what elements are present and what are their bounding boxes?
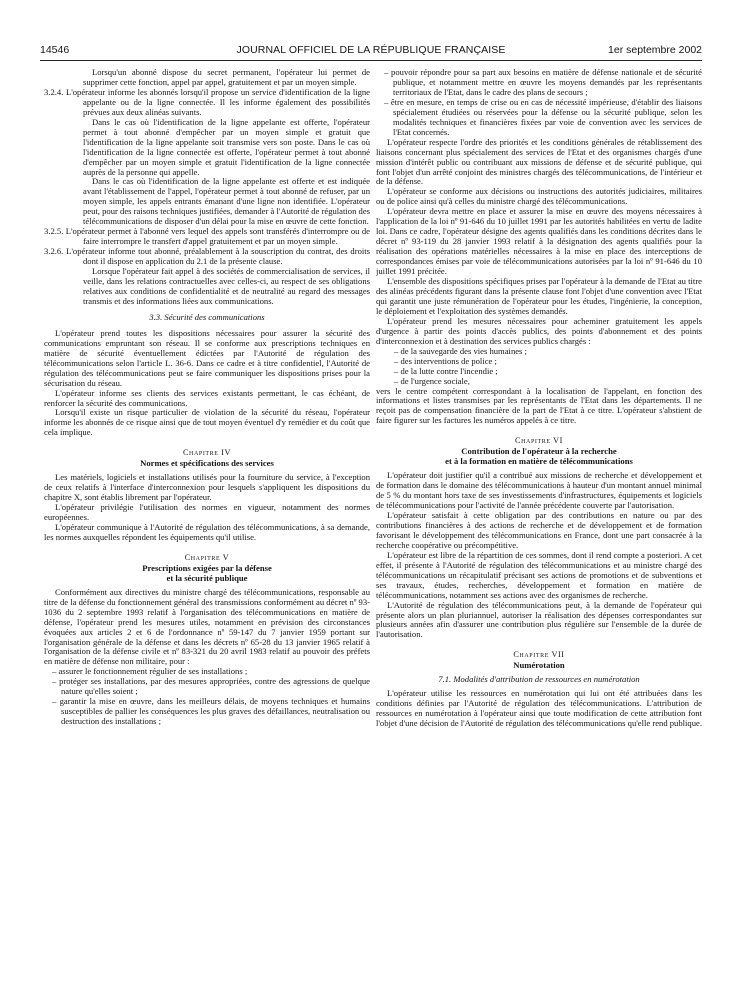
paragraph: L'opérateur utilise les ressources en numérotation qui lui ont été attribuées dans les conditions définies par l'Autorité de régulation des télécommunications. L'attribution de ressources en numérotation à l'opérateur ainsi que toute modification de cette attribution font l'objet d'une décision de l'Autorité de régulation des télécommunications qu'elle rend publique. xyxy=(376,688,702,729)
list-item: – de l'urgence sociale, xyxy=(394,375,470,386)
paragraph: L'opérateur est libre de la répartition de ces sommes, dont il rend compte a posteriori. A cet effet, il présente à l'Autorité de régulation des télécommunications et au ministre chargé des télécommunications un récapitulatif précisant ses actions de promotions et de subventions et ses travaux, études, recherches, développement et formation en matière de télécommunications, notamment ses actions avec des organismes de recherche. xyxy=(376,549,702,600)
paragraph: L'opérateur devra mettre en place et assurer la mise en œuvre des moyens nécessaires à l'application de la loi nº 91-646 du 10 juillet 1991 par les autorités habilitées en vertu de ladite loi. Dans ce cadre, l'opérateur désigne des agents qualifiés dans les conditions décrites dans le décret nº 93-119 du 28 janvier 1993 relatif à la désignation des agents qualifiés pour la réalisation des opérations matérielles nécessaires à la mise en place des interceptions de correspondances émises par voie de télécommunications autorisées par la loi nº 91-646 du 10 juillet 1991 précitée. xyxy=(376,206,702,277)
chapter-title: Contribution de l'opérateur à la recherche xyxy=(461,446,617,457)
list-item: – des interventions de police ; xyxy=(394,355,497,366)
paragraph: L'opérateur informe ses clients des services existants permettant, le cas échéant, de renforcer la sécurité des communications. xyxy=(44,387,370,408)
chapter-label: Chapitre IV xyxy=(182,448,232,458)
left-column xyxy=(44,68,370,984)
list-item: – garantir la mise en œuvre, dans les meilleurs délais, de moyens techniques et humains susceptibles de pallier les conséquences les plus graves des défaillances, neutralisation ou destruction des installations ; xyxy=(52,696,370,727)
section-heading-3-3: 3.3. Sécurité des communications xyxy=(149,311,265,322)
list-item: – pouvoir répondre pour sa part aux besoins en matière de défense nationale et de sécurité publique, et notamment mettre en œuvre les moyens demandés par les représentants territoriaux de l'Etat, dans le cadre des plans de secours ; xyxy=(384,68,702,97)
paragraph: L'ensemble des dispositions spécifiques prises par l'opérateur à la demande de l'Etat au titre des alinéas précédents figurant dans la présente clause font l'objet d'une convention avec l'Etat qui garantit une juste rémunération de l'opérateur pour les études, l'ingénierie, la conception, le déploiement et l'exploitation des systèmes demandés. xyxy=(376,276,702,316)
journal-title: JOURNAL OFFICIEL DE LA RÉPUBLIQUE FRANÇAISE xyxy=(236,44,506,56)
page-number: 14546 xyxy=(40,44,70,56)
paragraph: L'opérateur respecte l'ordre des priorités et les conditions générales de rétablissement des liaisons concernant plus spécialement des services de l'Etat et des organismes chargés d'une mission d'intérêt public ou contribuant aux missions de défense et de sécurité publique, qui font l'objet d'un arrêté conjoint des ministres chargés des télécommunications, de l'intérieur et de la défense. xyxy=(376,136,702,187)
publication-date: 1er septembre 2002 xyxy=(608,44,702,56)
right-column xyxy=(376,68,702,984)
paragraph: Lorsqu'un abonné dispose du secret permanent, l'opérateur lui permet de supprimer cette fonction, appel par appel, gratuitement et par un moyen simple. xyxy=(83,68,370,87)
list-item: – assurer le fonctionnement régulier de ses installations ; xyxy=(52,666,248,677)
section-heading-7-1: 7.1. Modalités d'attribution de ressources en numérotation xyxy=(438,674,640,685)
list-item: – être en mesure, en temps de crise ou en cas de nécessité impérieuse, d'établir des liaisons spécialement étudiées ou réservées pour la défense ou la sécurité publique, selon les modalités techniques et financières fixées par voie de convention avec les services de l'Etat concernés. xyxy=(384,96,702,137)
paragraph: Lorsqu'il existe un risque particulier de violation de la sécurité du réseau, l'opérateur informe les abonnés de ce risque ainsi que de tout moyen éventuel d'y remédier et du coût que cela implique. xyxy=(44,407,370,438)
paragraph: L'opérateur privilégie l'utilisation des normes en vigueur, notamment des normes européennes. xyxy=(44,502,370,523)
chapter-title: et à la formation en matière de télécommunications xyxy=(445,456,633,467)
list-item: – de la sauvegarde des vies humaines ; xyxy=(394,345,527,356)
list-item: – protéger ses installations, par des mesures appropriées, contre des agressions de quelque nature qu'elles soient ; xyxy=(52,676,370,697)
paragraph: Lorsque l'opérateur fait appel à des sociétés de commercialisation de services, il veille, dans les relations contractuelles avec celles-ci, au respect de ses obligations relatives aux conditions de confidentialité et de neutralité au regard des messages transmis et des informations liées aux communications. xyxy=(83,266,370,306)
paragraph: Conformément aux directives du ministre chargé des télécommunications, responsable au titre de la défense du fonctionnement général des transmissions conformément au décret nº 93-1036 du 2 septembre 1993 relatif à l'organisation des télécommunications en matière de défense, l'opérateur prend les mesures utiles, notamment en prévision des circonstances évoquées aux articles 2 et 6 de l'ordonnance nº 59-147 du 7 janvier 1959 portant sur l'organisation générale de la défense et dans les décrets nº 65-28 du 13 janvier 1965 relatif à l'organisation de la défense civile et nº 83-321 du 20 avril 1983 relatif au pouvoir des préfets en matière de défense non militaire, pour : xyxy=(44,586,370,667)
paragraph: Dans le cas où l'identification de la ligne appelante est offerte, l'opérateur permet à tout abonné d'empêcher par un moyen simple et gratuit que l'identification de la ligne appelante soit transmise vers son poste. Dans le cas où l'identification de la ligne connectée est offerte, l'opérateur permet à tout abonné d'empêcher par un moyen simple et gratuit l'identification de la ligne connectée auprès de la personne qui appelle. xyxy=(83,116,370,177)
page-header xyxy=(40,44,702,60)
chapter-label: Chapitre V xyxy=(184,552,230,562)
paragraph: vers le centre compétent correspondant à la localisation de l'appelant, en fonction des informations et listes transmises par les représentants de l'Etat dans les départements. Il ne reçoit pas de compensation financière de la part de l'Etat à ce titre. L'opérateur s'abstient de faire figurer sur les factures les numéros appelés à ce titre. xyxy=(376,385,702,426)
chapter-label: Chapitre VII xyxy=(513,650,565,660)
paragraph: L'Autorité de régulation des télécommunications peut, à la demande de l'opérateur qui présente alors un plan pluriannuel, autoriser la réalisation des dépenses correspondantes sur plusieurs années afin d'assurer une contribution plus régulière sur l'ensemble de la durée de l'autorisation. xyxy=(376,599,702,640)
paragraph: L'opérateur prend les mesures nécessaires pour acheminer gratuitement les appels d'urgence à partir des points d'accès publics, des points d'abonnement et des points d'interconnexion et à destination des services publics chargés : xyxy=(376,315,702,346)
paragraph: L'opérateur communique à l'Autorité de régulation des télécommunications, à sa demande, les normes auxquelles répondent les équipements qu'il utilise. xyxy=(44,521,370,542)
paragraph: Dans le cas où l'identification de la ligne appelante est offerte et est indiquée avant l'établissement de l'appel, l'opérateur permet à tout abonné de refuser, par un moyen simple, les appels entrants émanant d'une ligne non identifiée. L'opérateur peut, pour des raisons techniques justifiées, demander à l'Autorité de régulation des télécommunications de disposer d'un délai pour la mise en œuvre de cette fonction. xyxy=(83,176,370,227)
paragraph: Les matériels, logiciels et installations utilisés pour la fourniture du service, à l'exception de ceux relatifs à l'interface d'interconnexion pour lesquels s'appliquent les dispositions du chapitre X, sont établis librement par l'opérateur. xyxy=(44,472,370,503)
paragraph: L'opérateur satisfait à cette obligation par des contributions en nature ou par des contributions financières à des actions de recherche et de développement et de formation favorisant le développement des télécommunications en France, dont une part consacrée à la recherche coopérative ou précompétitive. xyxy=(376,509,702,550)
chapter-title: Prescriptions exigées par la défense xyxy=(142,562,272,573)
chapter-label: Chapitre VI xyxy=(515,436,563,446)
clause-3-2-5: 3.2.5. L'opérateur permet à l'abonné vers lequel des appels sont transférés d'interrompre ou de faire interrompre le transfert d'appel gratuitement et par un moyen simple. xyxy=(44,226,370,247)
chapter-title: et la sécurité publique xyxy=(166,572,248,583)
list-item: – de la lutte contre l'incendie ; xyxy=(394,365,498,376)
clause-3-2-4: 3.2.4. L'opérateur informe les abonnés lorsqu'il propose un service d'identification de la ligne appelante ou de la ligne connectée. Il les informe également des possibilités prévues aux deux alinéas suivants. xyxy=(44,86,370,117)
paragraph: L'opérateur doit justifier qu'il a contribué aux missions de recherche et développement et de formation dans le domaine des télécommunications à hauteur d'un montant annuel minimal de 5 % du montant hors taxe de ses investissements d'infrastructures, équipements et logiciels de télécommunications pour l'activité de l'année précédente couverte par l'autorisation. xyxy=(376,470,702,511)
paragraph: L'opérateur se conforme aux décisions ou instructions des autorités judiciaires, militaires ou de police ainsi qu'à celles du ministre chargé des télécommunications. xyxy=(376,186,702,207)
paragraph: L'opérateur prend toutes les dispositions nécessaires pour assurer la sécurité des communications empruntant son réseau. Il se conforme aux prescriptions techniques en matière de sécurité éventuellement édictées par l'Autorité de régulation des télécommunications selon l'article L. 36-6. Dans ce cadre et à titre confidentiel, l'Autorité de régulation des télécommunications peut se faire communiquer les dispositions prises pour la sécurisation du réseau. xyxy=(44,327,370,388)
chapter-title: Normes et spécifications des services xyxy=(140,458,274,469)
chapter-title: Numérotation xyxy=(513,660,565,671)
header-rule xyxy=(40,60,702,61)
clause-3-2-6: 3.2.6. L'opérateur informe tout abonné, préalablement à la souscription du contrat, des droits dont il dispose en application du 2.1 de la présente clause. xyxy=(44,246,370,267)
